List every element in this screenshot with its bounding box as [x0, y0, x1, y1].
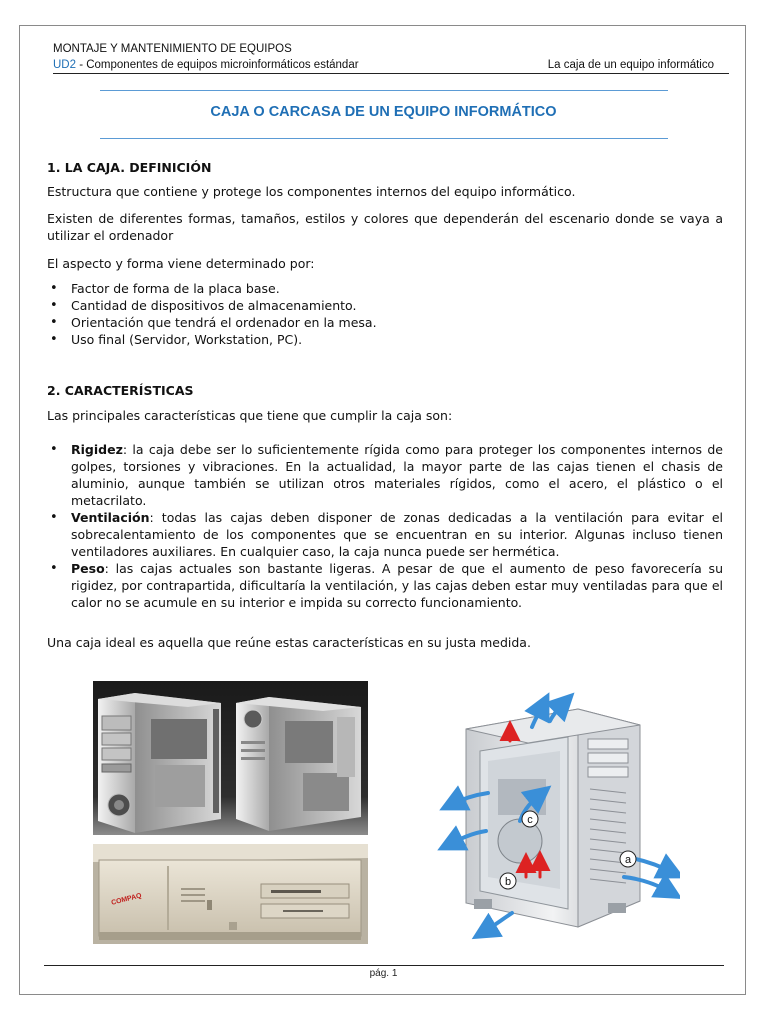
tower-cases-photo	[93, 681, 368, 835]
list-item: • Cantidad de dispositivos de almacenamiento.	[47, 297, 723, 314]
characteristics-list	[47, 441, 723, 611]
term-peso: Peso	[71, 561, 105, 576]
forms-paragraph: Existen de diferentes formas, tamaños, estilos y colores que dependerán del escenario donde se vaya a utilizar el ordenador	[47, 211, 723, 243]
callout-b	[500, 873, 516, 889]
term-ventilacion: Ventilación	[71, 510, 150, 525]
definition-paragraph: Estructura que contiene y protege los componentes internos del equipo informático.	[47, 184, 576, 199]
list-item: • Orientación que tendrá el ordenador en la mesa.	[47, 314, 723, 331]
header-topic: La caja de un equipo informático	[547, 59, 714, 71]
ventilation-case-figure	[428, 681, 680, 949]
desktop-case-photo	[93, 844, 368, 944]
closing-paragraph: Una caja ideal es aquella que reúne estas características en su justa medida.	[47, 635, 531, 650]
aspect-paragraph: El aspecto y forma viene determinado por:	[47, 256, 315, 271]
callout-a-label: a	[624, 854, 632, 866]
aspect-list	[47, 280, 723, 348]
term-rigidez: Rigidez	[71, 442, 123, 457]
page-number: pág. 1	[369, 968, 398, 979]
section-heading-definicion: 1. LA CAJA. DEFINICIÓN	[47, 160, 212, 175]
list-item-ventilacion	[47, 509, 723, 560]
callout-a	[620, 851, 636, 867]
header-unit-code: UD2	[53, 59, 77, 71]
title-rule-top	[100, 90, 668, 91]
desc-rigidez: : la caja debe ser lo suficientemente rígida como para proteger los componentes internos de golpes, torsiones y vibraciones. En la actualidad, la mayor parte de las cajas tienen el chasis de aluminio, aunque también se utilizan otros materiales rígidos, como el acero, el plástico o el metacrilato.	[71, 442, 723, 508]
footer-rule	[44, 965, 724, 966]
list-item-peso	[47, 560, 723, 611]
header-unit-text: - Componentes de equipos microinformáticos estándar	[76, 59, 359, 71]
callout-b-label: b	[504, 876, 512, 888]
page-title: CAJA O CARCASA DE UN EQUIPO INFORMÁTICO	[210, 104, 557, 120]
list-item-rigidez	[47, 441, 723, 509]
desktop-brand-logo: COMPAQ	[110, 892, 143, 907]
callout-c	[522, 811, 538, 827]
header-course: MONTAJE Y MANTENIMIENTO DE EQUIPOS	[53, 43, 292, 55]
document-page	[19, 25, 746, 995]
title-rule-bottom	[100, 138, 668, 139]
header-unit	[53, 59, 359, 71]
section-heading-caracteristicas: 2. CARACTERÍSTICAS	[47, 383, 194, 398]
desc-ventilacion: : todas las cajas deben disponer de zonas dedicadas a la ventilación para evitar el sobrecalentamiento de los componentes que se encuentran en su interior. Algunas incluso tienen ventiladores auxiliares. En cualquier caso, la caja nunca puede ser hermética.	[71, 510, 723, 559]
list-item: • Factor de forma de la placa base.	[47, 280, 723, 297]
list-item: • Uso final (Servidor, Workstation, PC).	[47, 331, 723, 348]
callout-c-label: c	[527, 814, 533, 826]
header-rule	[53, 73, 729, 74]
desc-peso: : las cajas actuales son bastante ligeras. A pesar de que el aumento de peso favorecería su rigidez, por contrapartida, dificultaría la ventilación, y las cajas deben estar muy ventiladas para que el calor no se acumule en su interior e impida su correcto funcionamiento.	[71, 561, 723, 610]
characteristics-intro: Las principales características que tiene que cumplir la caja son:	[47, 408, 453, 423]
